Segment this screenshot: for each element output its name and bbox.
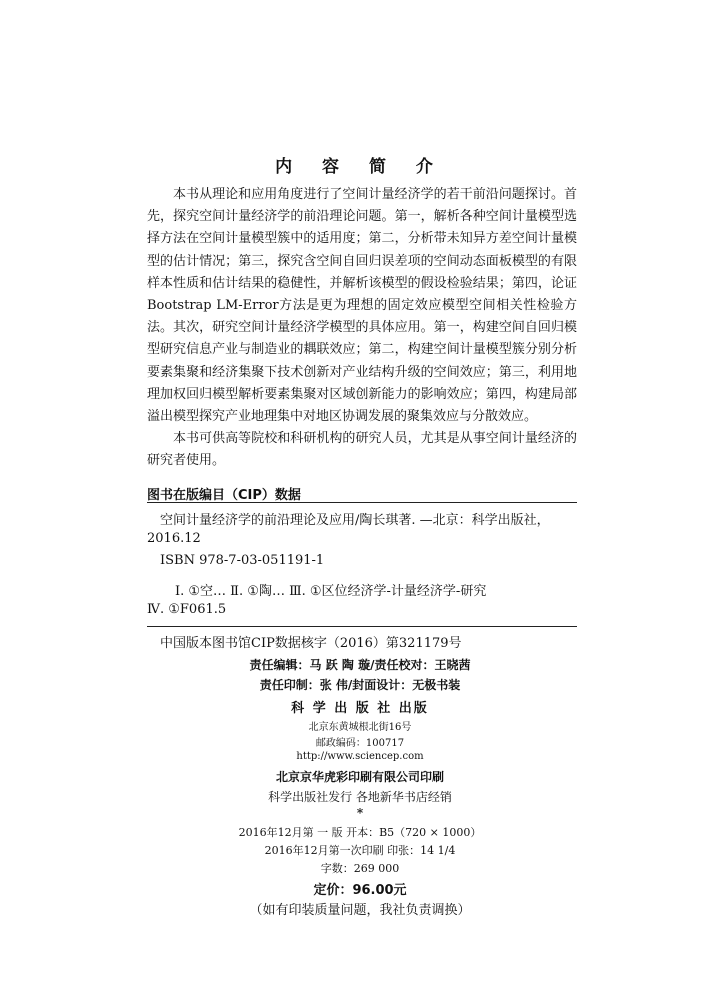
abstract-paragraph-2: 本书可供高等院校和科研机构的研究人员，尤其是从事空间计量经济的研究者使用。 [147,431,577,469]
publisher-address: 北京东黄城根北街16号 [308,722,412,733]
colophon-print: 责任印制：张 伟/封面设计：无极书装 [259,678,461,692]
cip-isbn: ISBN 978-7-03-051191-1 [160,553,325,568]
cip-subject-line-2: Ⅳ. ①F061.5 [147,602,227,617]
word-count: 字数：269 000 [320,862,400,875]
cip-heading: 图书在版编目（CIP）数据 [147,488,301,503]
publisher-postcode: 邮政编码：100717 [315,738,405,749]
cip-check-number: 中国版本图书馆CIP数据核字（2016）第321179号 [160,636,462,651]
separator-star: * [356,806,364,820]
quality-note: （如有印装质量问题，我社负责调换） [249,903,471,918]
printing-info: 2016年12月第一次印刷 印张：14 1/4 [264,844,456,857]
publisher-website: http://www.sciencep.com [296,751,424,762]
cip-subject-line-1: Ⅰ. ①空… Ⅱ. ①陶… Ⅲ. ①区位经济学-计量经济学-研究 [175,584,487,599]
publisher-name: 科 学 出 版 社 出版 [291,701,429,716]
colophon-editors: 责任编辑：马 跃 陶 璇/责任校对：王晓茜 [249,658,471,672]
price: 定价：96.00元 [313,883,407,898]
abstract-paragraph-1: 本书从理论和应用角度进行了空间计量经济学的若干前沿问题探讨。首先，探究空间计量经济学的前沿理论问题。第一，解析各种空间计量模型选择方法在空间计量模型簇中的适用度；第二，分析带未知异方差空间计量模型的估计情况；第三，探究含空间自回归误差项的空间动态面板模型的有限样本性质和估计结果的稳健性，并解析该模型的假设检验结果；第四，论证Bootstrap LM-Error方法是更为理想的固定效应模型空间相关性检验方法。其次，研究空间计量经济学模型的具体应用。第一，构建空间自回归模型研究信息产业与制造业的耦联效应；第二，构建空间计量模型簇分别分析要素集聚和经济集聚下技术创新对产业结构升级的空间效应；第三，利用地理加权回归模型解析要素集聚对区域创新能力的影响效应；第四，构建局部溢出模型探究产业地理集中对地区协调发展的聚集效应与分散效应。 [147,187,577,425]
cip-title-line: 空间计量经济学的前沿理论及应用/陶长琪著. —北京：科学出版社， [160,513,550,528]
abstract [147,184,577,473]
cip-top-rule [147,502,577,503]
page-title: 内 容 简 介 [275,157,445,177]
cip-date-line: 2016.12 [147,531,201,546]
printer: 北京京华虎彩印刷有限公司印刷 [275,770,444,784]
edition-info: 2016年12月第 一 版 开本：B5（720 × 1000） [238,826,482,839]
cip-bottom-rule [147,626,577,627]
distribution: 科学出版社发行 各地新华书店经销 [268,790,452,804]
